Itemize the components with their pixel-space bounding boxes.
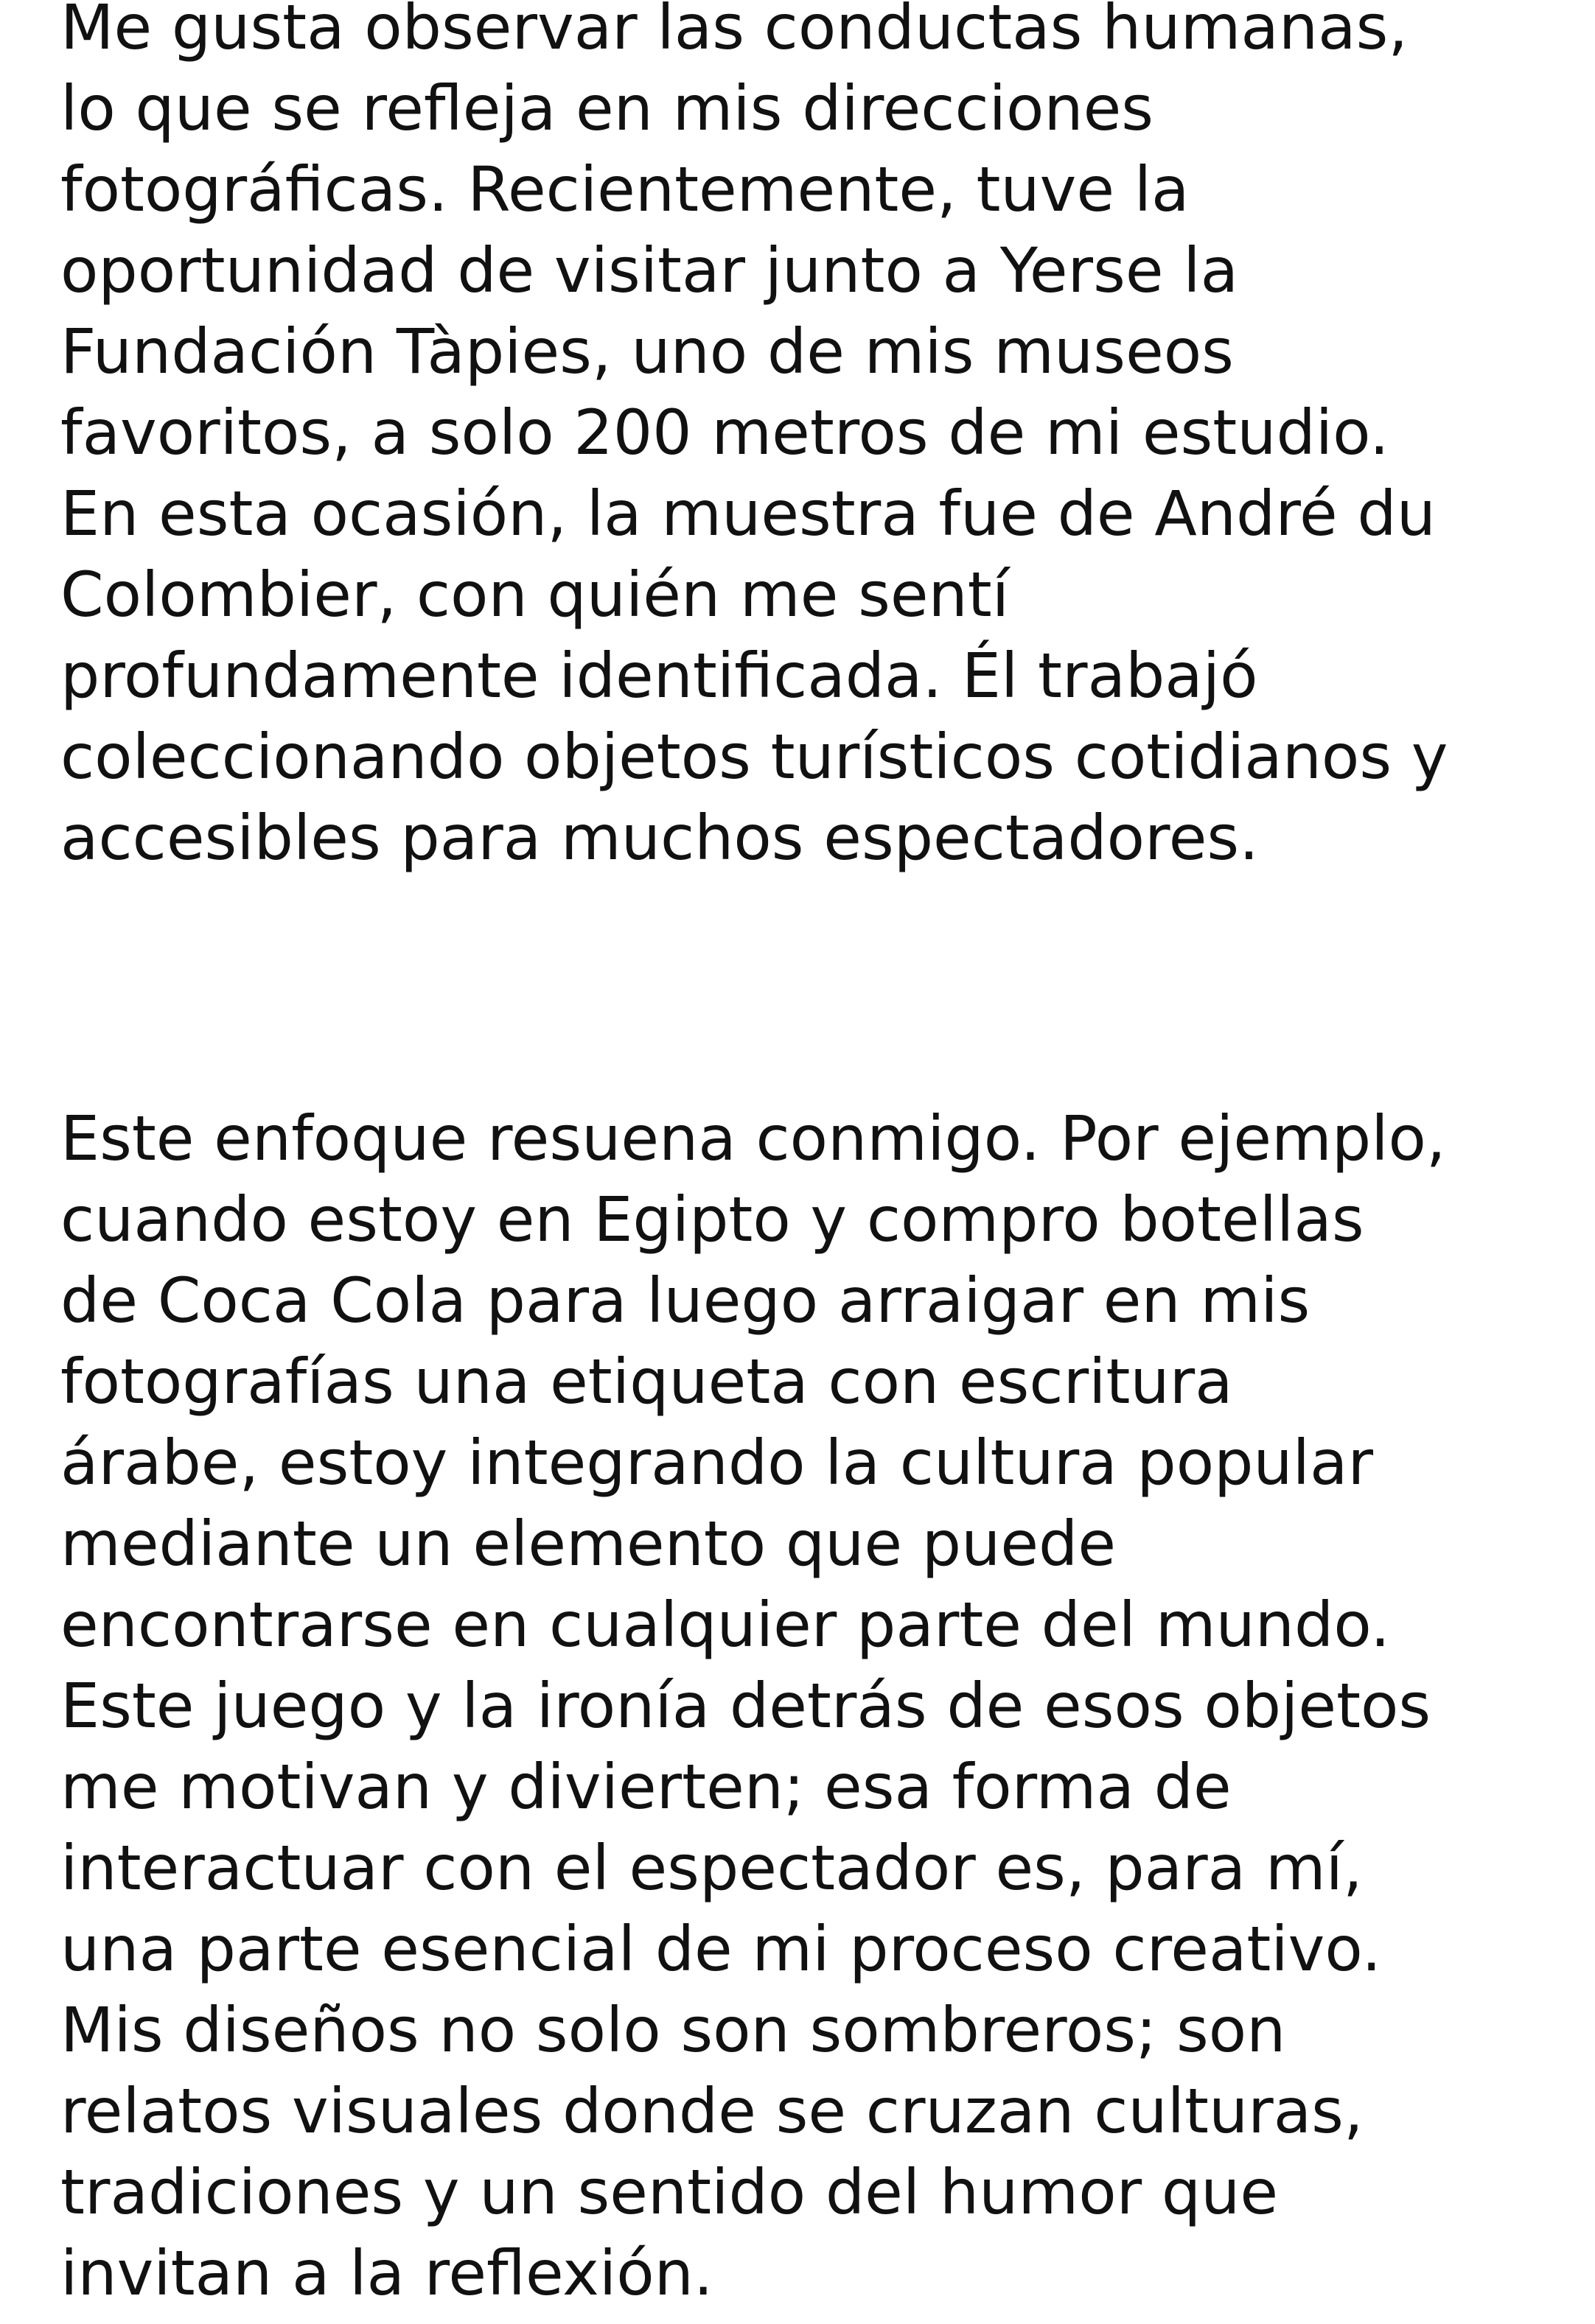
text-line: favoritos, a solo 200 metros de mi estudio. xyxy=(60,396,1389,469)
text-line: oportunidad de visitar junto a Yerse la xyxy=(60,234,1239,307)
text-line: relatos visuales donde se cruzan culturas, xyxy=(60,2075,1364,2147)
text-line: Me gusta observar las conductas humanas, xyxy=(60,0,1409,63)
text-line: accesibles para muchos espectadores. xyxy=(60,802,1259,874)
text-line: tradiciones y un sentido del humor que xyxy=(60,2156,1279,2228)
text-line: de Coca Cola para luego arraigar en mis xyxy=(60,1264,1310,1337)
text-line: mediante un elemento que puede xyxy=(60,1508,1117,1580)
text-line: Este juego y la ironía detrás de esos objetos xyxy=(60,1670,1431,1742)
text-line: fotografías una etiqueta con escritura xyxy=(60,1345,1233,1418)
text-line: Colombier, con quién me sentí xyxy=(60,559,1010,631)
text-line: invitan a la reflexión. xyxy=(60,2237,713,2309)
text-line: cuando estoy en Egipto y compro botellas xyxy=(60,1183,1364,1256)
text-line: lo que se refleja en mis direcciones xyxy=(60,72,1154,144)
text-line: Mis diseños no solo son sombreros; son xyxy=(60,1994,1286,2066)
text-line: encontrarse en cualquier parte del mundo. xyxy=(60,1589,1390,1661)
text-line: profundamente identificada. Él trabajó xyxy=(60,640,1258,712)
paragraph-1 xyxy=(60,0,1448,878)
paragraph-2 xyxy=(60,1098,1446,2314)
text-line: Este enfoque resuena conmigo. Por ejemplo, xyxy=(60,1102,1446,1175)
text-line: En esta ocasión, la muestra fue de André du xyxy=(60,477,1436,550)
text-line: Fundación Tàpies, uno de mis museos xyxy=(60,315,1234,388)
text-line: coleccionando objetos turísticos cotidianos y xyxy=(60,721,1448,793)
text-line: interactuar con el espectador es, para mí, xyxy=(60,1832,1363,1904)
text-line: una parte esencial de mi proceso creativo. xyxy=(60,1913,1382,1985)
text-line: fotográficas. Recientemente, tuve la xyxy=(60,153,1190,225)
text-line: me motivan y divierten; esa forma de xyxy=(60,1751,1232,1823)
text-line: árabe, estoy integrando la cultura popular xyxy=(60,1427,1374,1499)
